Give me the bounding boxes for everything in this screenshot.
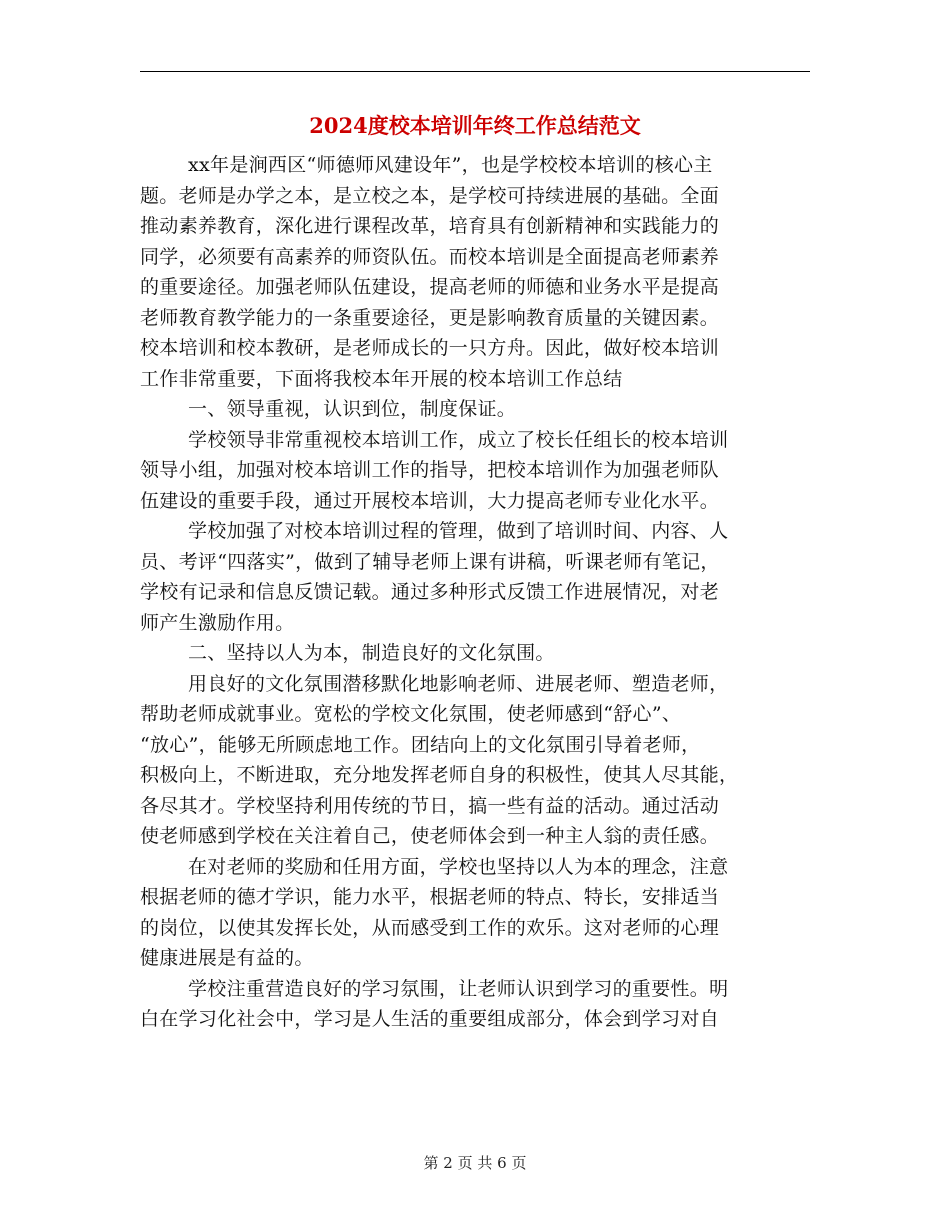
- body-line: 一、领导重视，认识到位，制度保证。: [188, 398, 517, 420]
- body-line: 学校有记录和信息反馈记载。通过多种形式反馈工作进展情况，对老: [140, 581, 720, 603]
- body-line: 的岗位，以使其发挥长处，从而感受到工作的欢乐。这对老师的心理: [140, 916, 720, 939]
- body-line: 根据老师的德才学识，能力水平，根据老师的特点、特长，安排适当: [140, 886, 720, 908]
- body-line: 伍建设的重要手段，通过开展校本培训，大力提高老师专业化水平。: [140, 489, 720, 512]
- body-line: 老师教育教学能力的一条重要途径，更是影响教育质量的关键因素。: [140, 306, 720, 329]
- body-line: 学校加强了对校本培训过程的管理，做到了培训时间、内容、人: [188, 520, 729, 542]
- body-line: 学校领导非常重视校本培训工作，成立了校长任组长的校本培训: [188, 428, 729, 451]
- body-line: “放心”，能够无所顾虑地工作。团结向上的文化氛围引导着老师，: [140, 733, 701, 756]
- document-title: 2024度校本培训年终工作总结范文: [309, 113, 641, 138]
- document-body: [140, 150, 820, 1035]
- body-line: 领导小组，加强对校本培训工作的指导，把校本培训作为加强老师队: [140, 459, 720, 481]
- body-line: 校本培训和校本教研，是老师成长的一只方舟。因此，做好校本培训: [140, 337, 720, 359]
- body-line: 师产生激励作用。: [140, 611, 295, 634]
- body-line: 推动素养教育，深化进行课程改革，培育具有创新精神和实践能力的: [140, 215, 720, 237]
- body-line: 帮助老师成就事业。宽松的学校文化氛围，使老师感到“舒心”、: [140, 703, 682, 725]
- body-line: 在对老师的奖励和任用方面，学校也坚持以人为本的理念，注意: [188, 855, 729, 878]
- body-line: xx年是涧西区“师德师风建设年”，也是学校校本培训的核心主: [188, 154, 713, 176]
- body-line: 学校注重营造良好的学习氛围，让老师认识到学习的重要性。明: [188, 977, 729, 1000]
- body-line: 工作非常重要，下面将我校本年开展的校本培训工作总结: [140, 367, 623, 390]
- body-line: 各尽其才。学校坚持利用传统的节日，搞一些有益的活动。通过活动: [140, 794, 720, 817]
- body-line: 白在学习化社会中，学习是人生活的重要组成部分，体会到学习对自: [140, 1008, 720, 1030]
- header-rule: [140, 71, 810, 72]
- body-line: 二、坚持以人为本，制造良好的文化氛围。: [188, 642, 555, 664]
- body-line: 使老师感到学校在关注着自己，使老师体会到一种主人翁的责任感。: [140, 825, 720, 847]
- body-line: 积极向上，不断进取，充分地发挥老师自身的积极性，使其人尽其能，: [140, 764, 739, 786]
- body-line: 题。老师是办学之本，是立校之本，是学校可持续进展的基础。全面: [140, 184, 720, 207]
- body-line: 同学，必须要有高素养的师资队伍。而校本培训是全面提高老师素养: [140, 245, 720, 268]
- body-line: 的重要途径。加强老师队伍建设，提高老师的师德和业务水平是提高: [140, 276, 720, 298]
- body-line: 员、考评“四落实”，做到了辅导老师上课有讲稿，听课老师有笔记，: [140, 550, 720, 573]
- page-number-footer: 第 2 页 共 6 页: [423, 1154, 527, 1172]
- body-line: 用良好的文化氛围潜移默化地影响老师、进展老师、塑造老师，: [188, 672, 729, 695]
- body-line: 健康进展是有益的。: [140, 947, 314, 969]
